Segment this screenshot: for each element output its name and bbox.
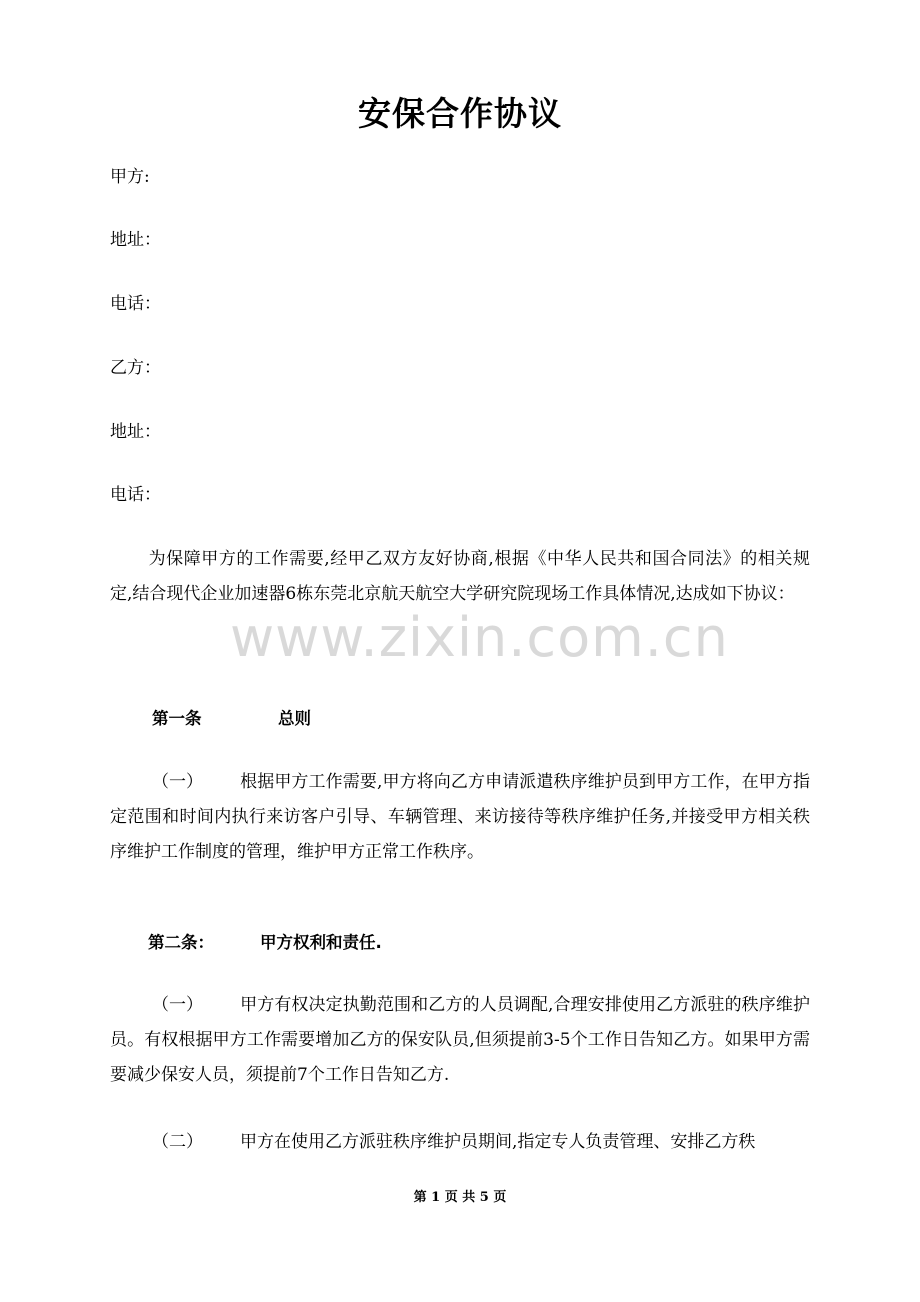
party-b-label: 乙方： bbox=[110, 358, 161, 378]
clause-number: （二） bbox=[152, 1132, 203, 1152]
watermark: www.zixin.com.cn bbox=[230, 606, 729, 669]
clause-number: （一） bbox=[152, 995, 203, 1015]
article-2-number: 第二条： bbox=[148, 933, 214, 952]
document-title: 安保合作协议 bbox=[358, 94, 562, 133]
article-1-clause-1 bbox=[110, 765, 810, 870]
article-1-number: 第一条 bbox=[152, 709, 202, 728]
clause-text: 根据甲方工作需要,甲方将向乙方申请派遣秩序维护员到甲方工作，在甲方指定范围和时间内执行来访客户引导、车辆管理、来访接待等秩序维护任务,并接受甲方相关秩序维护工作制度的管理，维护甲方正常工作秩序。 bbox=[110, 772, 810, 862]
clause-text: 甲方在使用乙方派驻秩序维护员期间,指定专人负责管理、安排乙方秩 bbox=[240, 1132, 756, 1152]
article-2-clause-1 bbox=[110, 988, 810, 1093]
party-a-address-label: 地址： bbox=[110, 230, 161, 250]
article-1-title: 总则 bbox=[278, 709, 311, 728]
intro-paragraph bbox=[110, 542, 810, 612]
party-b-phone-label: 电话： bbox=[110, 485, 161, 505]
page-footer: 第 1 页 共 5 页 bbox=[413, 1190, 507, 1205]
clause-number: （一） bbox=[152, 772, 203, 792]
clause-text: 甲方有权决定执勤范围和乙方的人员调配,合理安排使用乙方派驻的秩序维护员。有权根据甲方工作需要增加乙方的保安队员,但须提前3-5个工作日告知乙方。如果甲方需要减少保安人员，须提前7个工作日告知乙方. bbox=[110, 995, 810, 1085]
article-2-title: 甲方权利和责任. bbox=[260, 933, 382, 952]
party-b-address-label: 地址： bbox=[110, 422, 161, 442]
intro-text: 为保障甲方的工作需要,经甲乙双方友好协商,根据《中华人民共和国合同法》的相关规定,结合现代企业加速器6栋东莞北京航天航空大学研究院现场工作具体情况,达成如下协议： bbox=[110, 549, 810, 604]
party-a-label: 甲方: bbox=[110, 167, 150, 187]
article-2-heading bbox=[148, 933, 382, 953]
article-2-clause-2 bbox=[110, 1125, 810, 1160]
article-1-heading bbox=[152, 709, 311, 729]
party-a-phone-label: 电话： bbox=[110, 294, 161, 314]
